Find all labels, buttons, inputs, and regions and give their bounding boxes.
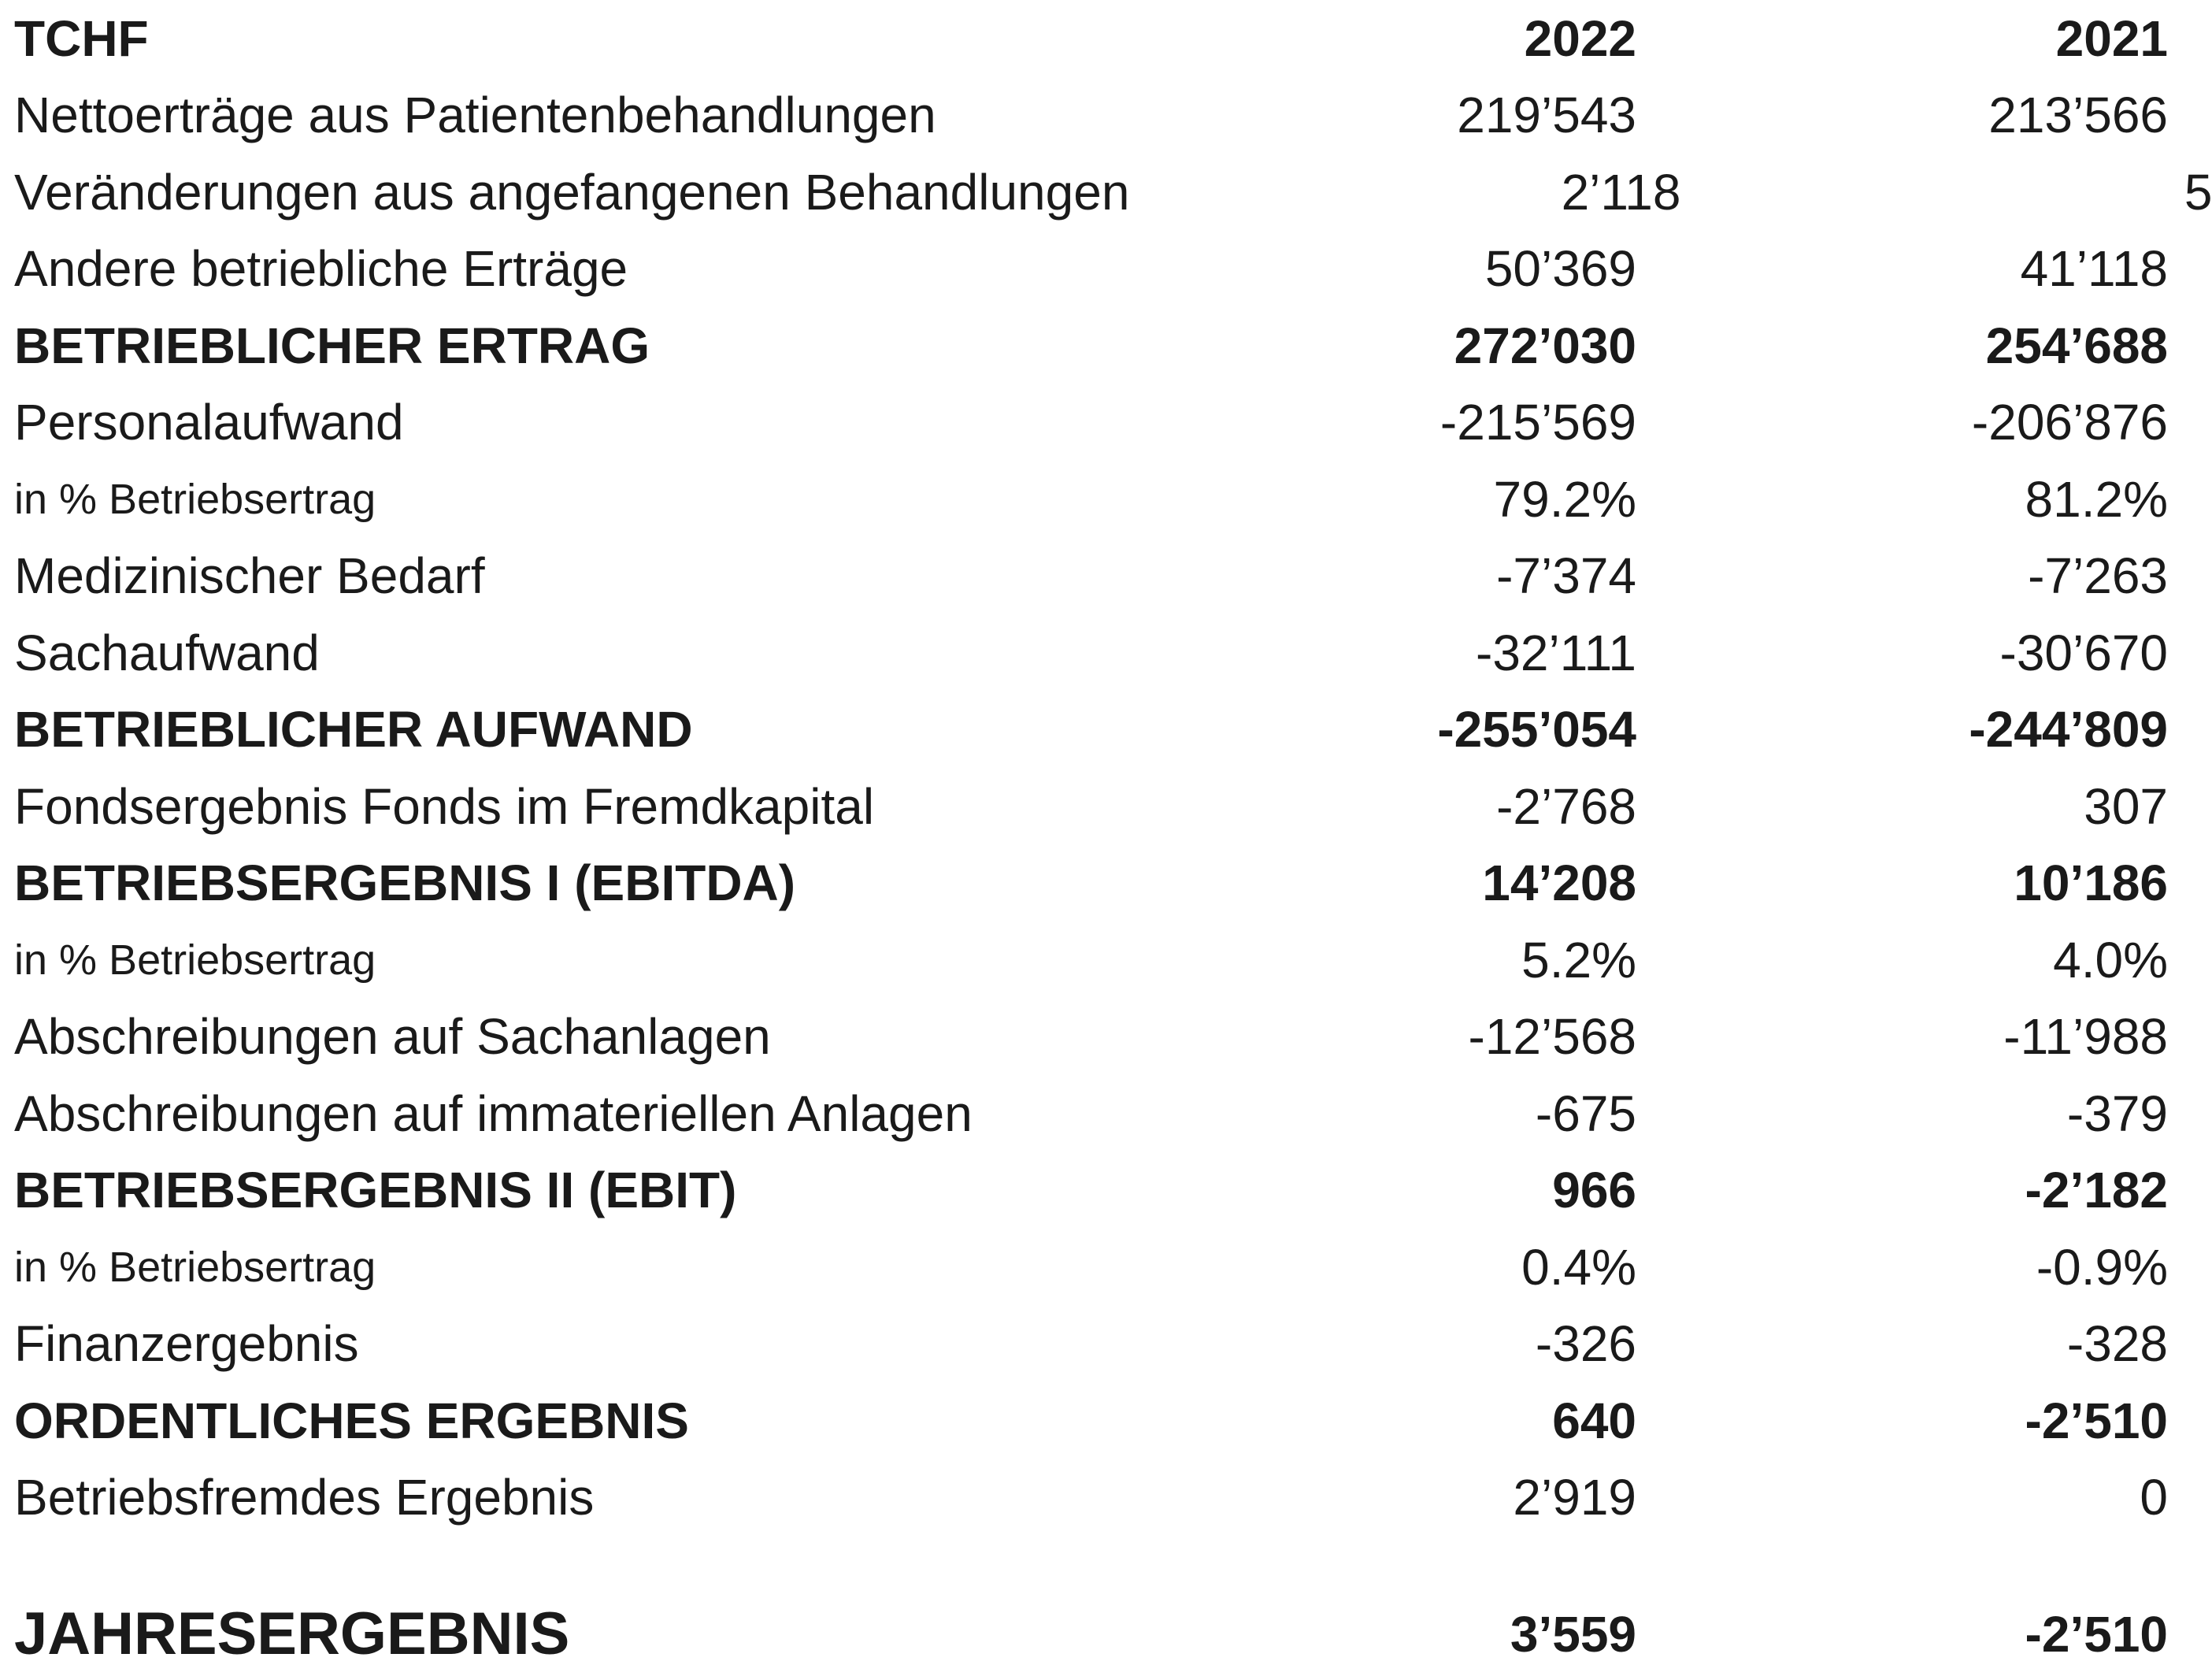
value-2022: 2’919 xyxy=(1513,1469,1636,1526)
value-2021: -0.9% xyxy=(2036,1238,2168,1296)
row-label: BETRIEBLICHER ERTRAG xyxy=(14,317,650,374)
value-2022: -32’111 xyxy=(1476,624,1636,681)
percent-row xyxy=(14,921,2168,999)
row-label: Medizinischer Bedarf xyxy=(14,547,485,605)
value-2022: 50’369 xyxy=(1484,240,1636,298)
row-label: Andere betriebliche Erträge xyxy=(14,240,628,298)
value-2022: -12’568 xyxy=(1468,1008,1636,1066)
column-header-2021: 2021 xyxy=(2055,9,2168,67)
row-label: Nettoerträge aus Patientenbehandlungen xyxy=(14,87,936,144)
value-2022: -2’768 xyxy=(1496,777,1636,835)
table-row xyxy=(14,231,2168,308)
percent-row xyxy=(14,461,2168,538)
table-row xyxy=(14,768,2168,845)
row-label: Fondsergebnis Fonds im Fremdkapital xyxy=(14,777,875,835)
unit-label: TCHF xyxy=(14,9,149,67)
row-label: in % Betriebsertrag xyxy=(14,475,376,523)
row-label: in % Betriebsertrag xyxy=(14,936,376,984)
value-2021: 213’566 xyxy=(1988,87,2168,144)
table-header-row xyxy=(14,0,2168,77)
value-2021: -244’809 xyxy=(1969,701,2168,758)
value-2021: -11’988 xyxy=(2003,1008,2168,1066)
income-statement-table xyxy=(14,0,2212,1676)
value-2021: 10’186 xyxy=(2014,855,2168,912)
value-2022: 2’118 xyxy=(1561,163,1681,221)
value-2022: -255’054 xyxy=(1437,701,1636,758)
table-row xyxy=(14,77,2168,154)
table-row xyxy=(14,538,2168,615)
value-2022: 219’543 xyxy=(1457,87,1636,144)
percent-row xyxy=(14,1229,2168,1306)
table-row xyxy=(14,1306,2168,1383)
value-2021: 0 xyxy=(2140,1469,2168,1526)
table-row xyxy=(14,999,2168,1076)
subtotal-row xyxy=(14,307,2168,384)
row-label: Veränderungen aus angefangenen Behandlungen xyxy=(14,163,1130,221)
row-label: Personalaufwand xyxy=(14,394,404,451)
value-2022: -326 xyxy=(1535,1315,1636,1373)
row-label: Betriebsfremdes Ergebnis xyxy=(14,1469,595,1526)
value-2021: 81.2% xyxy=(2025,470,2168,528)
value-2021: 41’118 xyxy=(2020,240,2168,298)
value-2021: -206’876 xyxy=(1971,394,2168,451)
row-label: Abschreibungen auf Sachanlagen xyxy=(14,1008,771,1066)
row-label: BETRIEBSERGEBNIS II (EBIT) xyxy=(14,1162,737,1219)
value-2022: 640 xyxy=(1552,1392,1636,1449)
table-row xyxy=(14,614,2168,692)
row-label: in % Betriebsertrag xyxy=(14,1243,376,1291)
total-row xyxy=(14,1593,2168,1676)
value-2022: 966 xyxy=(1552,1162,1636,1219)
row-label: BETRIEBSERGEBNIS I (EBITDA) xyxy=(14,855,796,912)
table-row xyxy=(14,1459,2168,1537)
total-value-2021: -2’510 xyxy=(2025,1606,2168,1663)
value-2021: 307 xyxy=(2084,777,2168,835)
divider-space xyxy=(14,1536,2168,1593)
value-2021: -2’510 xyxy=(2025,1392,2168,1449)
value-2022: -215’569 xyxy=(1439,394,1636,451)
value-2021: 4.0% xyxy=(2053,931,2168,988)
value-2022: 272’030 xyxy=(1454,317,1636,374)
value-2022: -675 xyxy=(1535,1085,1636,1142)
value-2022: 79.2% xyxy=(1493,470,1636,528)
subtotal-row xyxy=(14,845,2168,922)
total-label: JAHRESERGEBNIS xyxy=(14,1600,570,1667)
value-2022: 14’208 xyxy=(1482,855,1636,912)
value-2021: 5 xyxy=(2184,163,2212,221)
row-label: Sachaufwand xyxy=(14,624,320,681)
value-2022: -7’374 xyxy=(1496,547,1636,605)
total-value-2022: 3’559 xyxy=(1510,1606,1636,1663)
subtotal-row xyxy=(14,692,2168,769)
table-row xyxy=(14,384,2168,462)
table-row xyxy=(14,154,2212,231)
value-2021: -7’263 xyxy=(2028,547,2168,605)
subtotal-row xyxy=(14,1152,2168,1229)
value-2022: 5.2% xyxy=(1521,931,1636,988)
value-2021: -379 xyxy=(2066,1085,2168,1142)
row-label: Finanzergebnis xyxy=(14,1315,359,1373)
value-2021: -30’670 xyxy=(1999,624,2168,681)
value-2021: 254’688 xyxy=(1985,317,2168,374)
row-label: ORDENTLICHES ERGEBNIS xyxy=(14,1392,689,1449)
column-header-2022: 2022 xyxy=(1524,9,1636,67)
table-row xyxy=(14,1075,2168,1152)
subtotal-row xyxy=(14,1382,2168,1459)
row-label: BETRIEBLICHER AUFWAND xyxy=(14,701,693,758)
row-label: Abschreibungen auf immateriellen Anlagen xyxy=(14,1085,973,1142)
value-2021: -2’182 xyxy=(2025,1162,2168,1219)
value-2022: 0.4% xyxy=(1521,1238,1636,1296)
value-2021: -328 xyxy=(2066,1315,2168,1373)
